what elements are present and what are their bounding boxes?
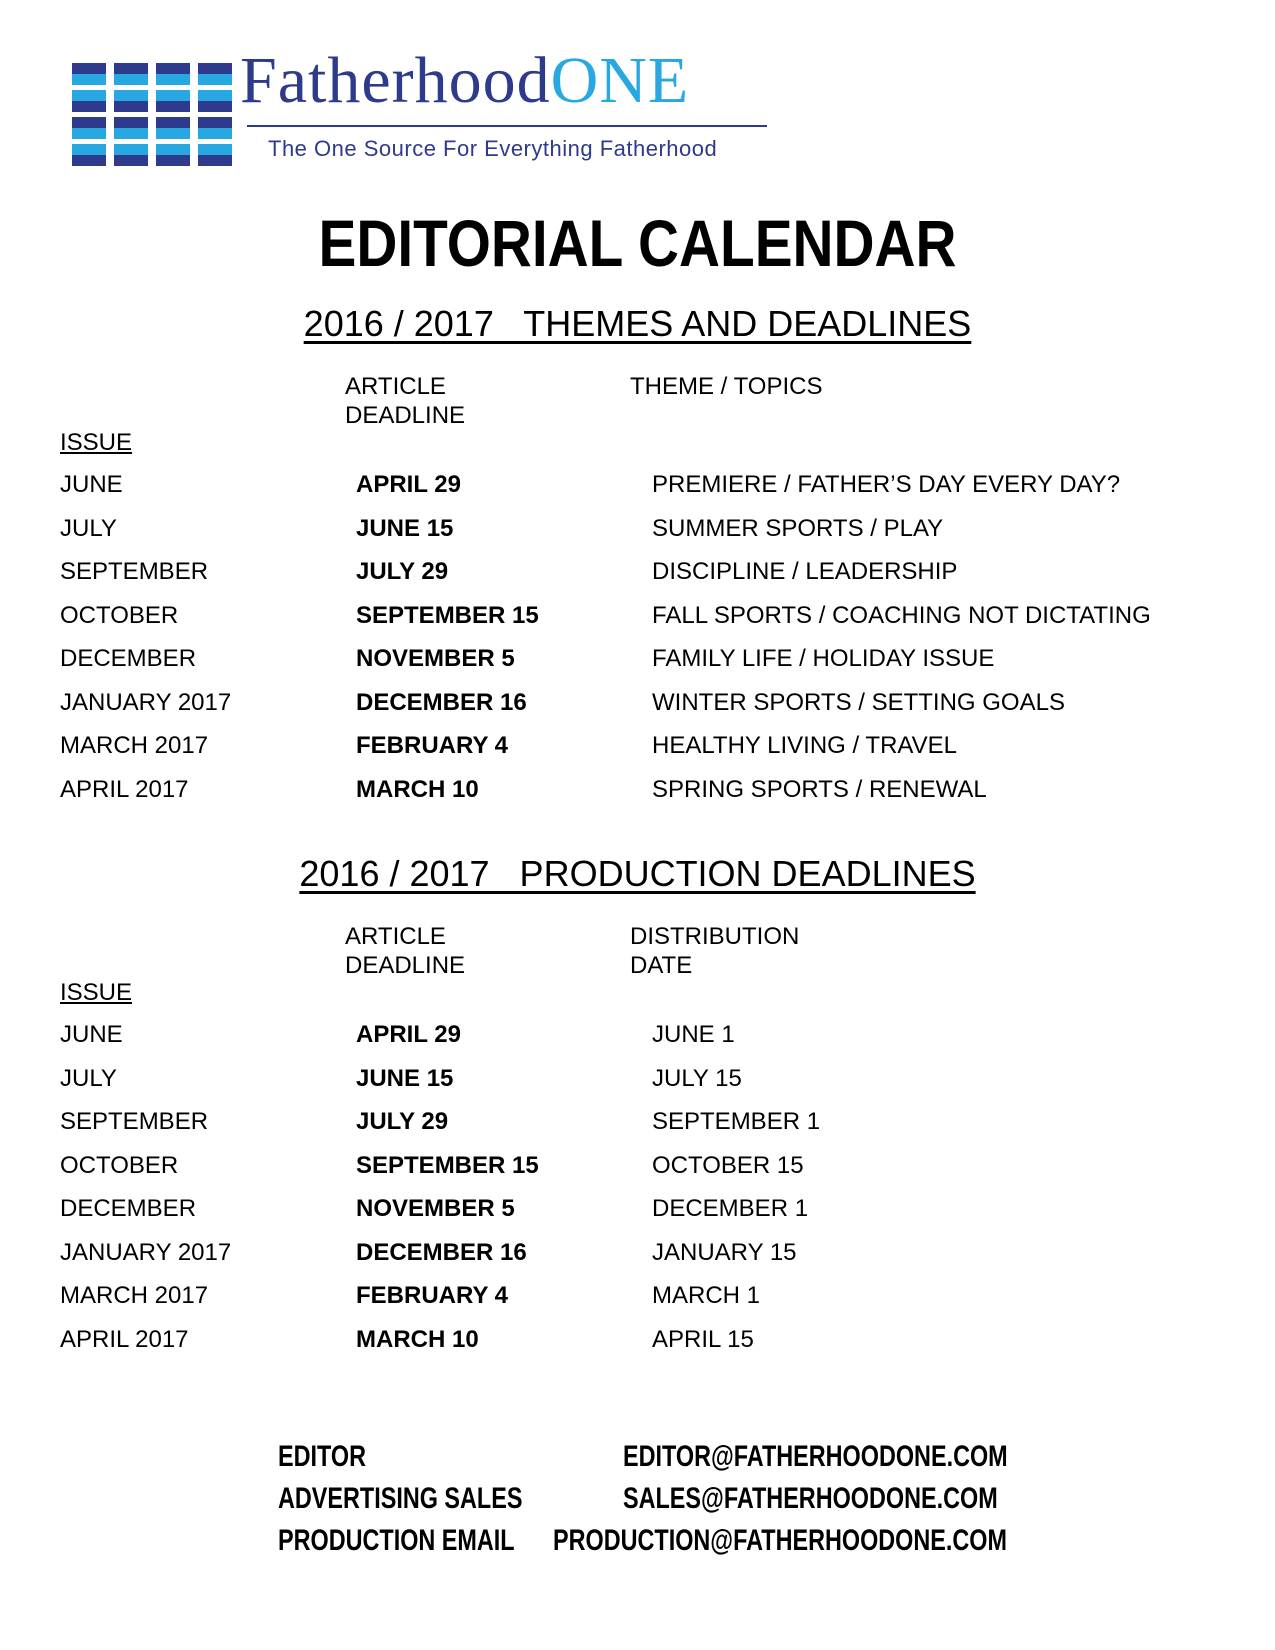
issue-cell: JUNE [60,471,123,498]
contact-row [0,1482,1275,1524]
logo [72,44,812,178]
logo-title-part1: Fatherhood [240,44,551,117]
contact-label: PRODUCTION EMAIL [278,1524,515,1557]
issue-cell: JULY [60,1064,117,1092]
deadline-cell: FEBRUARY 4 [356,1282,509,1309]
distribution-cell: APRIL 15 [652,1325,754,1353]
table-row [60,515,1240,559]
table-row [60,1282,1240,1326]
issue-cell: JUNE [60,1021,123,1048]
contact-row [0,1440,1275,1482]
theme-cell: FALL SPORTS / COACHING NOT DICTATING [652,601,1151,629]
distribution-cell: JUNE 1 [652,1021,735,1048]
theme-cell: HEALTHY LIVING / TRAVEL [652,732,957,759]
contact-label: EDITOR [278,1440,366,1473]
contact-email: PRODUCTION@FATHERHOODONE.COM [553,1524,1007,1557]
issue-cell: DECEMBER [60,645,197,672]
table-row [60,602,1240,646]
contact-email: EDITOR@FATHERHOODONE.COM [623,1440,1008,1473]
deadline-cell: MARCH 10 [356,1325,479,1353]
table-row [60,645,1240,689]
themes-deadline-header: ARTICLE DEADLINE [345,373,466,429]
table-row [60,1065,1240,1109]
table-row [60,1195,1240,1239]
deadline-cell: SEPTEMBER 15 [356,601,539,629]
issue-cell: APRIL 2017 [60,775,189,803]
logo-tagline: The One Source For Everything Fatherhood [268,136,718,161]
issue-cell: JANUARY 2017 [60,1238,232,1266]
deadline-cell: JUNE 15 [356,514,454,542]
issue-cell: MARCH 2017 [60,732,209,759]
table-row [60,471,1240,515]
distribution-cell: SEPTEMBER 1 [652,1108,821,1135]
table-row [60,776,1240,820]
table-row [60,1239,1240,1283]
deadline-cell: SEPTEMBER 15 [356,1151,539,1179]
production-heading: 2016 / 2017 PRODUCTION DEADLINES [299,853,976,894]
logo-title-part2: ONE [550,44,690,117]
table-row [60,558,1240,602]
table-row [60,732,1240,776]
table-row [60,1108,1240,1152]
issue-cell: MARCH 2017 [60,1282,209,1309]
issue-cell: OCTOBER [60,1151,179,1179]
deadline-cell: JULY 29 [356,1108,449,1135]
themes-topic-header: THEME / TOPICS [630,373,823,400]
theme-cell: WINTER SPORTS / SETTING GOALS [652,688,1065,716]
issue-cell: JULY [60,514,117,542]
logo-grid-icon [72,63,232,167]
distribution-cell: JULY 15 [652,1064,742,1092]
production-issue-header: ISSUE [60,979,133,1006]
deadline-cell: NOVEMBER 5 [356,1195,515,1222]
contact-email: SALES@FATHERHOODONE.COM [623,1482,998,1515]
contact-label: ADVERTISING SALES [278,1482,523,1515]
deadline-cell: APRIL 29 [356,1021,461,1048]
issue-cell: APRIL 2017 [60,1325,189,1353]
theme-cell: FAMILY LIFE / HOLIDAY ISSUE [652,645,995,672]
table-row [60,689,1240,733]
issue-cell: SEPTEMBER [60,1108,209,1135]
issue-cell: SEPTEMBER [60,558,209,585]
distribution-cell: MARCH 1 [652,1282,761,1309]
deadline-cell: JULY 29 [356,558,449,585]
theme-cell: SPRING SPORTS / RENEWAL [652,775,987,803]
production-distribution-header: DISTRIBUTION DATE [630,923,800,979]
deadline-cell: JUNE 15 [356,1064,454,1092]
table-row [60,1021,1240,1065]
theme-cell: PREMIERE / FATHER’S DAY EVERY DAY? [652,471,1121,498]
distribution-cell: JANUARY 15 [652,1238,797,1266]
logo-title [240,44,690,117]
distribution-cell: OCTOBER 15 [652,1151,804,1179]
deadline-cell: DECEMBER 16 [356,1238,527,1266]
deadline-cell: FEBRUARY 4 [356,732,509,759]
theme-cell: DISCIPLINE / LEADERSHIP [652,558,958,585]
contact-row [0,1524,1275,1566]
deadline-cell: NOVEMBER 5 [356,645,515,672]
issue-cell: DECEMBER [60,1195,197,1222]
production-rows [60,1021,1240,1369]
table-row [60,1152,1240,1196]
themes-rows [60,471,1240,819]
deadline-cell: MARCH 10 [356,775,479,803]
theme-cell: SUMMER SPORTS / PLAY [652,514,944,542]
issue-cell: JANUARY 2017 [60,688,232,716]
themes-issue-header: ISSUE [60,429,133,456]
distribution-cell: DECEMBER 1 [652,1195,809,1222]
themes-heading: 2016 / 2017 THEMES AND DEADLINES [303,303,972,344]
logo-divider [247,125,767,127]
contacts [0,1440,1275,1566]
deadline-cell: APRIL 29 [356,471,461,498]
page-title: EDITORIAL CALENDAR [318,206,957,280]
table-row [60,1326,1240,1370]
production-deadline-header: ARTICLE DEADLINE [345,923,466,979]
deadline-cell: DECEMBER 16 [356,688,527,716]
issue-cell: OCTOBER [60,601,179,629]
